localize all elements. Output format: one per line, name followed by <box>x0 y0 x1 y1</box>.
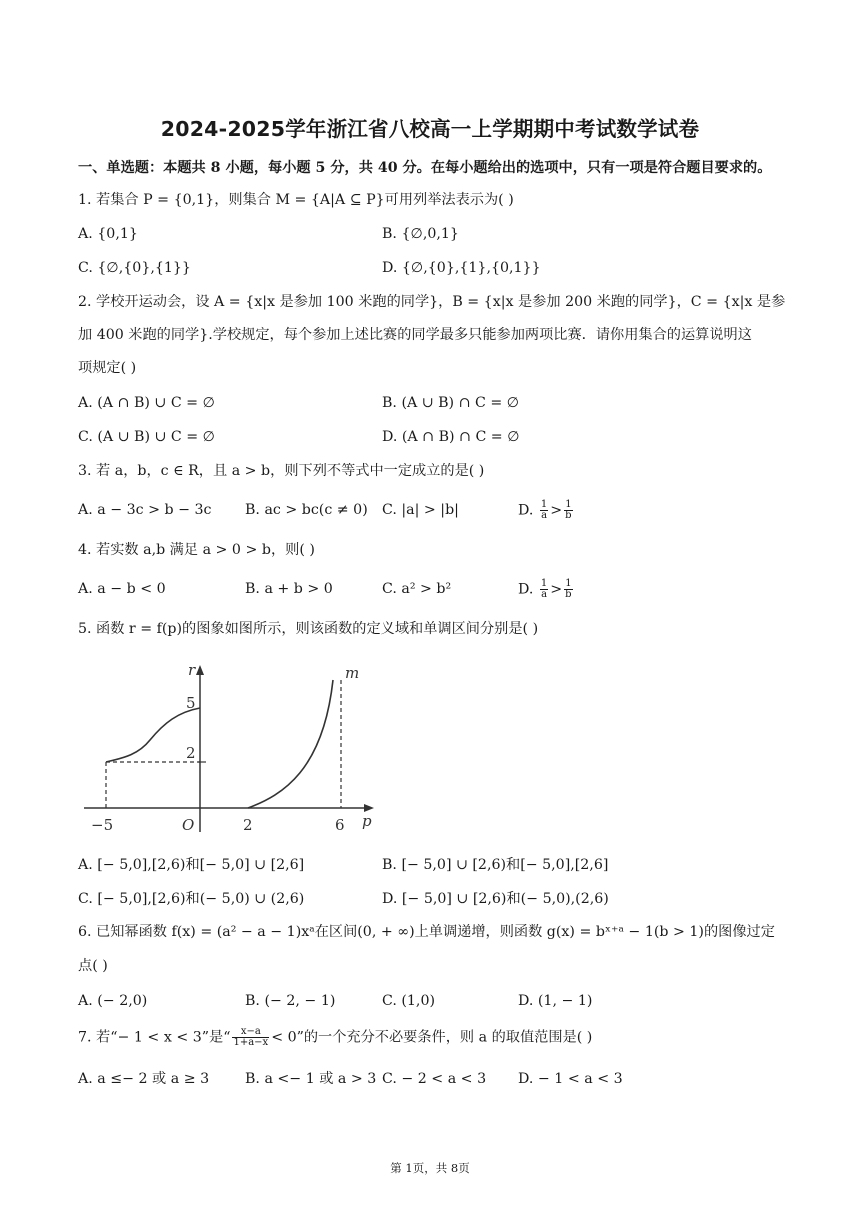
question-2-stem-line-2: 加 400 米跑的同学}.学校规定，每个参加上述比赛的同学最多只能参加两项比赛．请你用集合的运算说明这 <box>78 327 752 343</box>
question-6-option-d[interactable]: D. (1, − 1) <box>518 993 593 1009</box>
question-5-option-a[interactable]: A. [− 5,0],[2,6)和[− 5,0] ∪ [2,6] <box>78 857 305 873</box>
question-7-stem-prefix: 7. 若“− 1 < x < 3”是“ <box>78 1029 231 1046</box>
question-2-stem-line-3: 项规定( ) <box>78 360 137 376</box>
question-3-option-b[interactable]: B. ac > bc(c ≠ 0) <box>245 502 368 518</box>
fraction-left: $\frac{1}{a}$ <box>540 499 548 521</box>
r-axis-arrow <box>196 665 204 675</box>
question-5-stem: 5. 函数 r = f(p)的图象如图所示，则该函数的定义域和单调区间分别是( ) <box>78 621 539 637</box>
tick-x-minus5: −5 <box>91 816 114 834</box>
comparison-operator: > <box>550 502 563 519</box>
m-label: m <box>345 664 360 682</box>
question-7-fraction: $\frac{x-a}{1+a-x}$ <box>233 1026 269 1048</box>
question-1-option-a[interactable]: A. {0,1} <box>78 226 138 242</box>
question-4-option-a[interactable]: A. a − b < 0 <box>78 581 166 597</box>
question-4-option-b[interactable]: B. a + b > 0 <box>245 581 333 597</box>
question-7-option-d[interactable]: D. − 1 < a < 3 <box>518 1071 623 1087</box>
tick-y-5: 5 <box>186 694 196 712</box>
question-6-option-a[interactable]: A. (− 2,0) <box>78 993 148 1009</box>
tick-x-2: 2 <box>243 816 253 834</box>
question-5-option-d[interactable]: D. [− 5,0] ∪ [2,6)和(− 5,0),(2,6) <box>382 891 609 907</box>
function-graph <box>78 660 388 840</box>
tick-x-6: 6 <box>335 816 345 834</box>
question-6-stem-line-2: 点( ) <box>78 958 108 974</box>
p-axis-label: p <box>362 812 372 830</box>
fraction-left: $\frac{1}{a}$ <box>540 578 548 600</box>
question-5-option-c[interactable]: C. [− 5,0],[2,6)和(− 5,0) ∪ (2,6) <box>78 891 305 907</box>
option-d-label: D. <box>518 502 534 519</box>
question-2-option-d[interactable]: D. (A ∩ B) ∩ C = ∅ <box>382 429 520 445</box>
question-3-stem: 3. 若 a，b，c ∈ R，且 a > b，则下列不等式中一定成立的是( ) <box>78 463 485 479</box>
question-6-stem-line-1: 6. 已知幂函数 f(x) = (a² − a − 1)xᵃ在区间(0, + ∞)上单调递增，则函数 g(x) = bˣ⁺ᵃ − 1(b > 1)的图像过定 <box>78 924 775 940</box>
comparison-operator: > <box>550 581 563 598</box>
question-2-option-c[interactable]: C. (A ∪ B) ∪ C = ∅ <box>78 429 216 445</box>
question-5-option-b[interactable]: B. [− 5,0] ∪ [2,6)和[− 5,0],[2,6] <box>382 857 609 873</box>
option-d-label: D. <box>518 581 534 598</box>
question-7-stem <box>78 1027 592 1048</box>
question-4-option-c[interactable]: C. a² > b² <box>382 581 452 597</box>
question-7-option-c[interactable]: C. − 2 < a < 3 <box>382 1071 487 1087</box>
question-1-option-d[interactable]: D. {∅,{0},{1},{0,1}} <box>382 260 541 276</box>
question-7-option-b[interactable]: B. a <− 1 或 a > 3 <box>245 1071 377 1087</box>
question-3-option-a[interactable]: A. a − 3c > b − 3c <box>78 502 212 518</box>
question-2-option-b[interactable]: B. (A ∪ B) ∩ C = ∅ <box>382 395 520 411</box>
fraction-right: $\frac{1}{b}$ <box>565 499 572 521</box>
question-3-option-d[interactable] <box>518 500 575 521</box>
tick-y-2: 2 <box>186 744 196 762</box>
question-6-option-b[interactable]: B. (− 2, − 1) <box>245 993 336 1009</box>
question-2-option-a[interactable]: A. (A ∩ B) ∪ C = ∅ <box>78 395 215 411</box>
curve-right-segment <box>248 680 333 808</box>
fraction-right: $\frac{1}{b}$ <box>565 578 572 600</box>
question-3-option-c[interactable]: C. |a| > |b| <box>382 502 459 518</box>
page-footer: 第 1页，共 8页 <box>390 1161 470 1175</box>
question-7-stem-suffix: < 0”的一个充分不必要条件，则 a 的取值范围是( ) <box>271 1029 593 1046</box>
question-4-option-d[interactable] <box>518 579 575 600</box>
question-4-stem: 4. 若实数 a,b 满足 a > 0 > b，则( ) <box>78 542 315 558</box>
r-axis-label: r <box>188 661 196 679</box>
question-6-option-c[interactable]: C. (1,0) <box>382 993 436 1009</box>
question-1-option-c[interactable]: C. {∅,{0},{1}} <box>78 260 191 276</box>
question-2-stem-line-1: 2. 学校开运动会，设 A = {x|x 是参加 100 米跑的同学}，B = {x|x 是参加 200 米跑的同学}，C = {x|x 是参 <box>78 294 786 310</box>
section-heading: 一、单选题：本题共 8 小题，每小题 5 分，共 40 分。在每小题给出的选项中，只有一项是符合题目要求的。 <box>78 160 772 176</box>
question-1-option-b[interactable]: B. {∅,0,1} <box>382 226 459 242</box>
page-title: 2024-2025学年浙江省八校高一上学期期中考试数学试卷 <box>160 117 700 141</box>
tick-x-origin: O <box>182 816 195 834</box>
p-axis-arrow <box>364 804 374 812</box>
question-1-stem: 1. 若集合 P = {0,1}，则集合 M = {A|A ⊆ P}可用列举法表示为( ) <box>78 192 514 208</box>
question-7-option-a[interactable]: A. a ≤− 2 或 a ≥ 3 <box>78 1071 210 1087</box>
